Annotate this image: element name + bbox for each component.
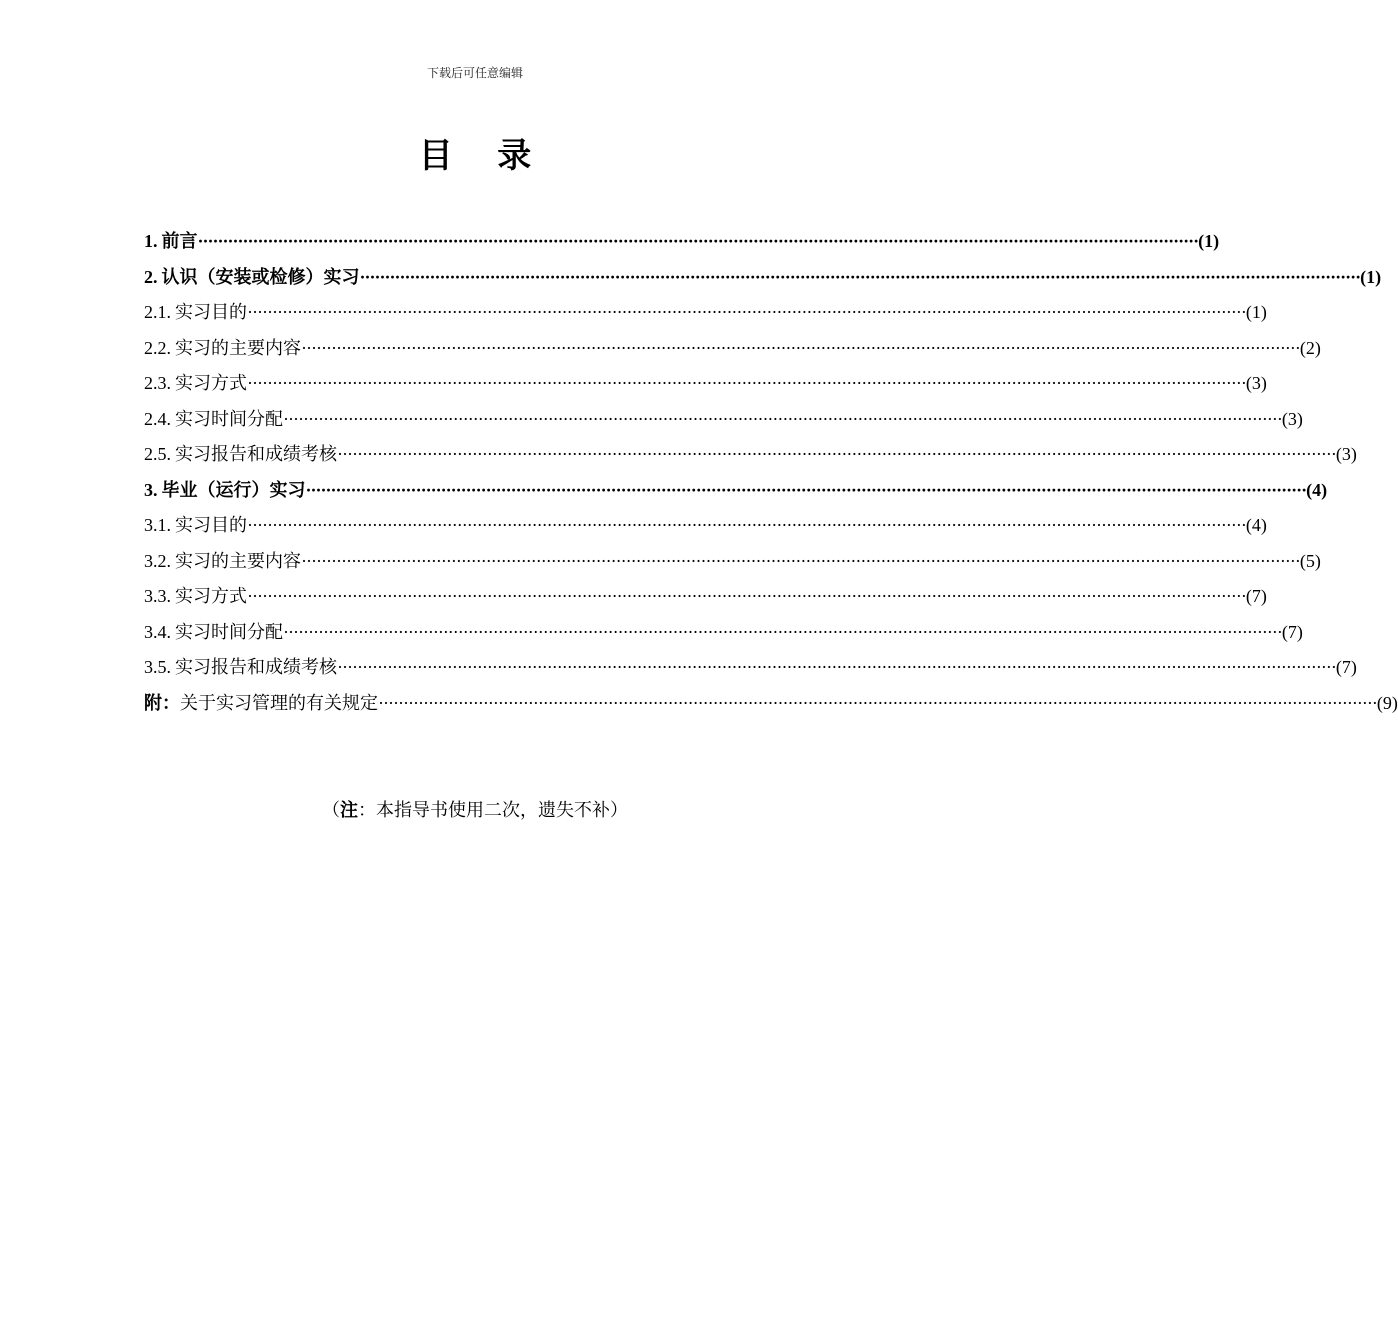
toc-entry-label [144,615,283,651]
toc-page-number: (5) [1299,550,1321,571]
toc-entry-title: 实习时间分配 [175,621,283,642]
toc-entry[interactable] [144,331,1321,367]
toc-dot-leader: ········································································································································································································ [247,515,1246,535]
toc-entry-title: 实习目的 [175,515,247,535]
toc-entry-title: 认识（安装或检修）实习 [161,266,360,287]
toc-page-number: (1) [1198,231,1220,251]
toc-entry-label [144,331,301,367]
toc-dot-leader: ········································································································································································································ [283,621,1282,642]
toc-entry-number: 3.5. [144,657,171,677]
toc-entry-number: 2.4. [144,408,171,429]
toc-entry-label [144,686,378,722]
toc-entry[interactable] [144,686,1398,722]
toc-entry-label [144,544,301,580]
toc-entry-title: 毕业（运行）实习 [161,479,306,500]
toc-dot-leader: ········································································································································································································ [337,657,1336,677]
toc-entry-title: 实习报告和成绩考核 [175,444,337,464]
usage-note [0,796,950,822]
toc-entry-label [144,260,360,296]
toc-entry-label [144,473,306,509]
toc-page-number: (3) [1335,444,1357,464]
toc-entry-number: 2.5. [144,444,171,464]
toc-entry-label [144,579,247,615]
toc-page-number: (7) [1281,621,1303,642]
note-prefix: 注 [340,800,358,820]
toc-entry-title: 实习目的 [175,302,247,322]
toc-entry-label [144,508,247,544]
toc-entry-number: 附： [144,692,180,713]
note-text: ：本指导书使用二次，遗失不补） [358,800,628,820]
toc-entry[interactable] [144,615,1303,651]
toc-page-number: (7) [1335,657,1357,677]
toc-entry[interactable] [144,295,1267,331]
toc-entry-number: 1. [144,231,158,251]
toc-dot-leader: ········································································································································································································ [359,266,1361,287]
toc-entry[interactable] [144,508,1267,544]
toc-dot-leader: ········································································································································································································ [247,302,1246,322]
toc-entry[interactable] [144,366,1267,402]
toc-entry[interactable] [144,437,1357,473]
toc-dot-leader: ········································································································································································································ [197,231,1199,251]
toc-entry-title: 前言 [161,231,198,251]
toc-dot-leader: ········································································································································································································ [247,373,1246,393]
toc-entry-number: 2.3. [144,373,171,393]
toc-dot-leader: ········································································································································································································ [301,337,1300,358]
toc-entry[interactable] [144,260,1382,296]
toc-dot-leader: ········································································································································································································ [305,479,1307,500]
toc-dot-leader: ········································································································································································································ [247,586,1246,606]
toc-entry-title: 关于实习管理的有关规定 [180,692,378,713]
toc-entry[interactable] [144,650,1357,686]
toc-entry-label [144,402,283,438]
toc-page-number: (2) [1299,337,1321,358]
toc-entry-label [144,650,337,686]
toc-page-number: (7) [1245,586,1267,606]
toc-entry-title: 实习方式 [175,586,247,606]
toc-entry[interactable] [144,224,1220,260]
toc-entry-title: 实习方式 [175,373,247,393]
toc-dot-leader: ········································································································································································································ [283,408,1282,429]
toc-entry-title: 实习的主要内容 [175,337,301,358]
toc-entry-number: 3.2. [144,550,171,571]
toc-page-number: (4) [1245,515,1267,535]
toc-page-number: (1) [1360,266,1382,287]
toc-entry-number: 3.3. [144,586,171,606]
toc-entry[interactable] [144,473,1328,509]
toc-entry-label [144,224,198,260]
toc-entry-title: 实习的主要内容 [175,550,301,571]
toc-dot-leader: ········································································································································································································ [301,550,1300,571]
page-title: 目 录 [418,138,550,175]
toc-entry-number: 3.4. [144,621,171,642]
toc-page-number: (4) [1306,479,1328,500]
note-open-paren: （ [322,800,340,820]
toc-entry-number: 2. [144,266,158,287]
toc-entry[interactable] [144,402,1303,438]
toc-page-number: (9) [1376,692,1398,713]
toc-entry-title: 实习时间分配 [175,408,283,429]
toc-entry-label [144,295,247,331]
table-of-contents [144,224,1398,721]
header-note: 下载后可任意编辑 [426,66,523,80]
toc-entry[interactable] [144,579,1267,615]
toc-dot-leader: ········································································································································································································ [378,692,1377,713]
toc-entry-number: 2.1. [144,302,171,322]
toc-entry-label [144,437,337,473]
toc-entry-number: 3. [144,479,158,500]
toc-page-number: (1) [1245,302,1267,322]
toc-entry[interactable] [144,544,1321,580]
toc-page-number: (3) [1245,373,1267,393]
toc-page-number: (3) [1281,408,1303,429]
toc-entry-title: 实习报告和成绩考核 [175,657,337,677]
toc-dot-leader: ········································································································································································································ [337,444,1336,464]
toc-entry-label [144,366,247,402]
toc-entry-number: 2.2. [144,337,171,358]
toc-entry-number: 3.1. [144,515,171,535]
